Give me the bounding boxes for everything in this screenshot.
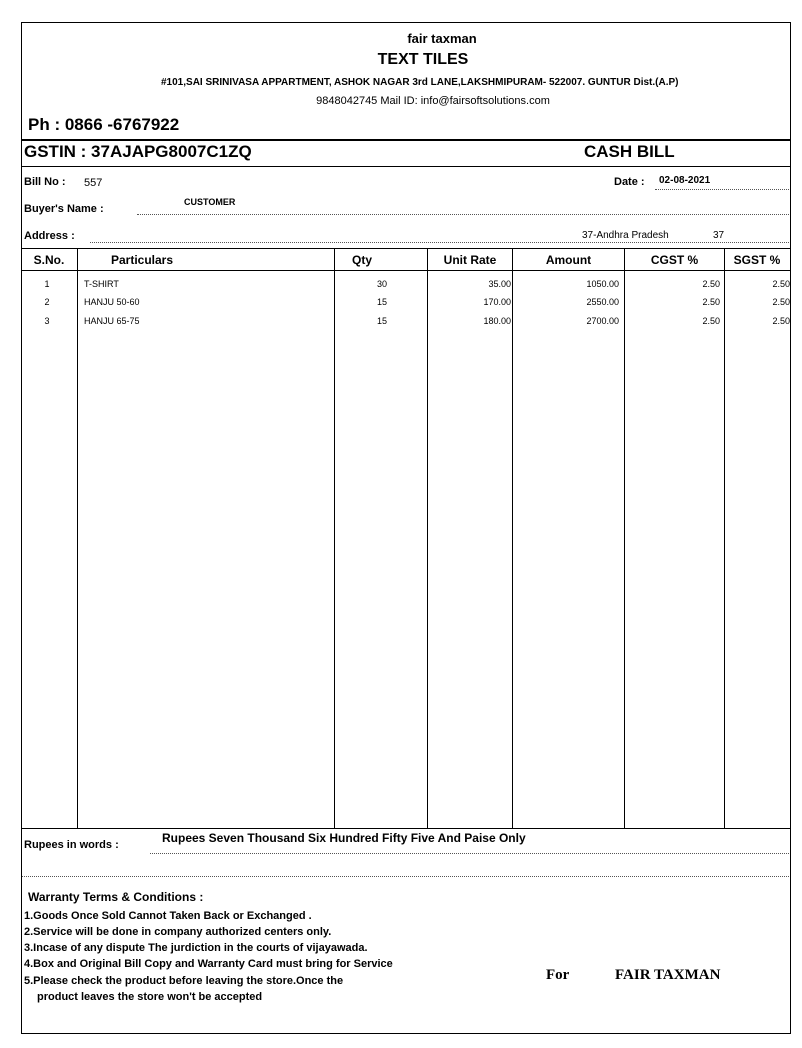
terms-title: Warranty Terms & Conditions : <box>28 890 204 904</box>
row-amount: 1050.00 <box>586 279 619 289</box>
row-sgst: 2.50 <box>772 279 790 289</box>
row-cgst: 2.50 <box>702 316 720 326</box>
table-bottom-border <box>21 828 791 829</box>
words-underline-2 <box>22 876 789 877</box>
company-subtitle: TEXT TILES <box>377 51 469 68</box>
row-particulars: HANJU 50-60 <box>84 297 140 307</box>
header-particulars: Particulars <box>110 253 174 267</box>
row-rate: 170.00 <box>483 297 511 307</box>
column-divider <box>724 248 725 828</box>
header-sgst: SGST % <box>733 253 781 267</box>
for-label: For <box>546 967 570 983</box>
term-line: 3.Incase of any dispute The jurdiction in the courts of vijayawada. <box>24 942 368 954</box>
state: 37-Andhra Pradesh <box>582 230 669 241</box>
row-particulars: HANJU 65-75 <box>84 316 140 326</box>
buyer-name: CUSTOMER <box>184 197 236 207</box>
bill-no: 557 <box>84 177 103 189</box>
divider <box>21 166 791 167</box>
column-divider <box>334 248 335 828</box>
company-address: #101,SAI SRINIVASA APPARTMENT, ASHOK NAGAR 3rd LANE,LAKSHMIPURAM- 522007. GUNTUR Dist.(A.P) <box>161 77 679 88</box>
words-underline <box>150 853 789 854</box>
signatory-name: FAIR TAXMAN <box>615 967 721 983</box>
row-particulars: T-SHIRT <box>84 279 119 289</box>
divider <box>21 139 791 141</box>
row-qty: 15 <box>376 297 387 307</box>
column-divider <box>427 248 428 828</box>
header-qty: Qty <box>351 253 372 267</box>
row-qty: 15 <box>376 316 387 326</box>
company-phone: Ph : 0866 -6767922 <box>28 115 180 134</box>
address-label: Address : <box>24 230 75 242</box>
row-cgst: 2.50 <box>702 279 720 289</box>
buyer-underline <box>137 214 789 215</box>
column-divider <box>512 248 513 828</box>
header-amount: Amount <box>545 253 592 267</box>
words-label: Rupees in words : <box>24 839 119 851</box>
state-code: 37 <box>713 230 725 241</box>
bill-type: CASH BILL <box>584 142 675 161</box>
amount-in-words: Rupees Seven Thousand Six Hundred Fifty Five And Paise Only <box>162 831 526 845</box>
term-line: product leaves the store won't be accepted <box>37 991 263 1003</box>
row-amount: 2700.00 <box>586 316 619 326</box>
row-sgst: 2.50 <box>772 297 790 307</box>
date-underline <box>655 189 789 190</box>
row-rate: 180.00 <box>483 316 511 326</box>
header-sno: S.No. <box>33 253 65 267</box>
table-top-border <box>21 248 791 249</box>
row-sno: 1 <box>44 279 50 289</box>
row-amount: 2550.00 <box>586 297 619 307</box>
row-qty: 30 <box>376 279 387 289</box>
column-divider <box>77 248 78 828</box>
row-sgst: 2.50 <box>772 316 790 326</box>
row-cgst: 2.50 <box>702 297 720 307</box>
bill-no-label: Bill No : <box>24 176 66 188</box>
row-rate: 35.00 <box>488 279 511 289</box>
header-cgst: CGST % <box>650 253 699 267</box>
company-contact: 9848042745 Mail ID: info@fairsoftsolutions.com <box>316 95 550 107</box>
row-sno: 2 <box>44 297 50 307</box>
term-line: 2.Service will be done in company authorized centers only. <box>24 926 332 938</box>
address-underline <box>90 242 789 243</box>
bill-date: 02-08-2021 <box>659 175 711 186</box>
term-line: 4.Box and Original Bill Copy and Warranty Card must bring for Service <box>24 958 393 970</box>
term-line: 1.Goods Once Sold Cannot Taken Back or Exchanged . <box>24 910 312 922</box>
gstin: GSTIN : 37AJAPG8007C1ZQ <box>24 142 252 161</box>
date-label: Date : <box>614 176 645 188</box>
row-sno: 3 <box>44 316 50 326</box>
header-unit-rate: Unit Rate <box>443 253 497 267</box>
bill-frame <box>21 22 791 1034</box>
term-line: 5.Please check the product before leaving the store.Once the <box>24 975 344 987</box>
table-header-border <box>21 270 791 271</box>
company-name: fair taxman <box>407 31 477 46</box>
buyer-label: Buyer's Name : <box>24 203 104 215</box>
column-divider <box>624 248 625 828</box>
